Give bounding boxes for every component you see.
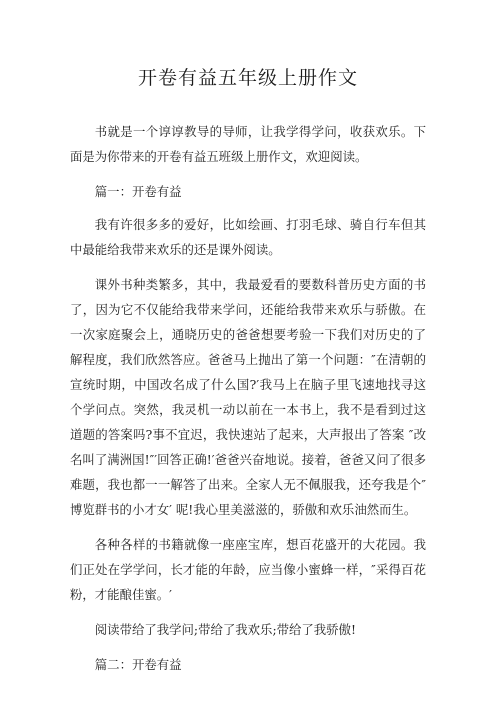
section-heading-2: 篇二：开卷有益 [94, 657, 182, 672]
body-paragraph: 我有许很多多的爱好，比如绘画、打羽毛球、骑自行车但其中最能给我带来欢乐的还是课外阅读。 [70, 217, 426, 257]
document-title: 开卷有益五年级上册作文 [137, 67, 358, 89]
document-body [70, 119, 426, 677]
body-paragraph: 课外书种类繁多，其中，我最爱看的要数科普历史方面的书了，因为它不仅能给我带来学问，还能给我带来欢乐与骄傲。在一次家庭聚会上，通晓历史的爸爸想要考验一下我们对历史的了解程度，我们欣然答应。爸爸马上抛出了第一个问题：″在清朝的宣统时期，中国改名成了什么国?′我马上在脑子里飞速地找寻这个学问点。突然，我灵机一动以前在一本书上，我不是看到过这道题的答案吗?事不宜迟，我快速站了起来，大声报出了答案 ″改名叫了满洲国!″′回答正确!′爸爸兴奋地说。接着，爸爸又问了很多难题，我也都一一解答了出来。全家人无不佩服我，还夸我是个″博览群书的小才女′ 呢!我心里美滋滋的，骄傲和欢乐油然而生。 [70, 277, 426, 517]
section-heading-1: 篇一：开卷有益 [94, 184, 182, 199]
intro-paragraph: 书就是一个谆谆教导的导师，让我学得学问，收获欢乐。下面是为你带来的开卷有益五班级上册作文，欢迎阅读。 [70, 124, 426, 164]
body-paragraph: 阅读带给了我学问;带给了我欢乐;带给了我骄傲! [94, 622, 356, 637]
body-paragraph: 各种各样的书籍就像一座座宝库，想百花盛开的大花园。我们正处在学学问，长才能的年龄，应当像小蜜蜂一样，″采得百花粉，才能酿佳蜜。′ [70, 537, 426, 602]
